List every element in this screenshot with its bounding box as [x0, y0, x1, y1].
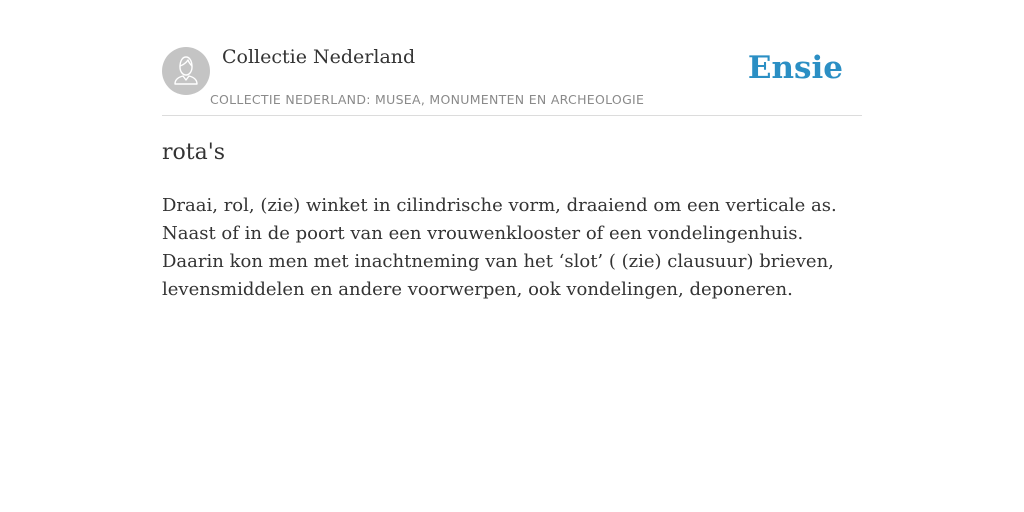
avatar[interactable] [162, 47, 210, 95]
entry-definition: Draai, rol, (zie) winket in cilindrische vorm, draaiend om een verticale as. Naast of in de poort van een vrouwenklooster of een vondelingenhuis. Daarin kon men met inachtneming van het ‘slot’ ( (zie) clausuur) brieven, levensmiddelen en andere voorwerpen, ook vondelingen, deponeren. [162, 195, 837, 300]
header [162, 40, 862, 116]
ensie-logo[interactable]: Ensie [747, 50, 843, 86]
source-link[interactable]: COLLECTIE NEDERLAND: MUSEA, MONUMENTEN EN ARCHEOLOGIE [210, 92, 645, 107]
author-name[interactable]: Collectie Nederland [222, 46, 416, 68]
entry-title: rota's [162, 140, 226, 165]
user-silhouette-icon [162, 47, 210, 95]
